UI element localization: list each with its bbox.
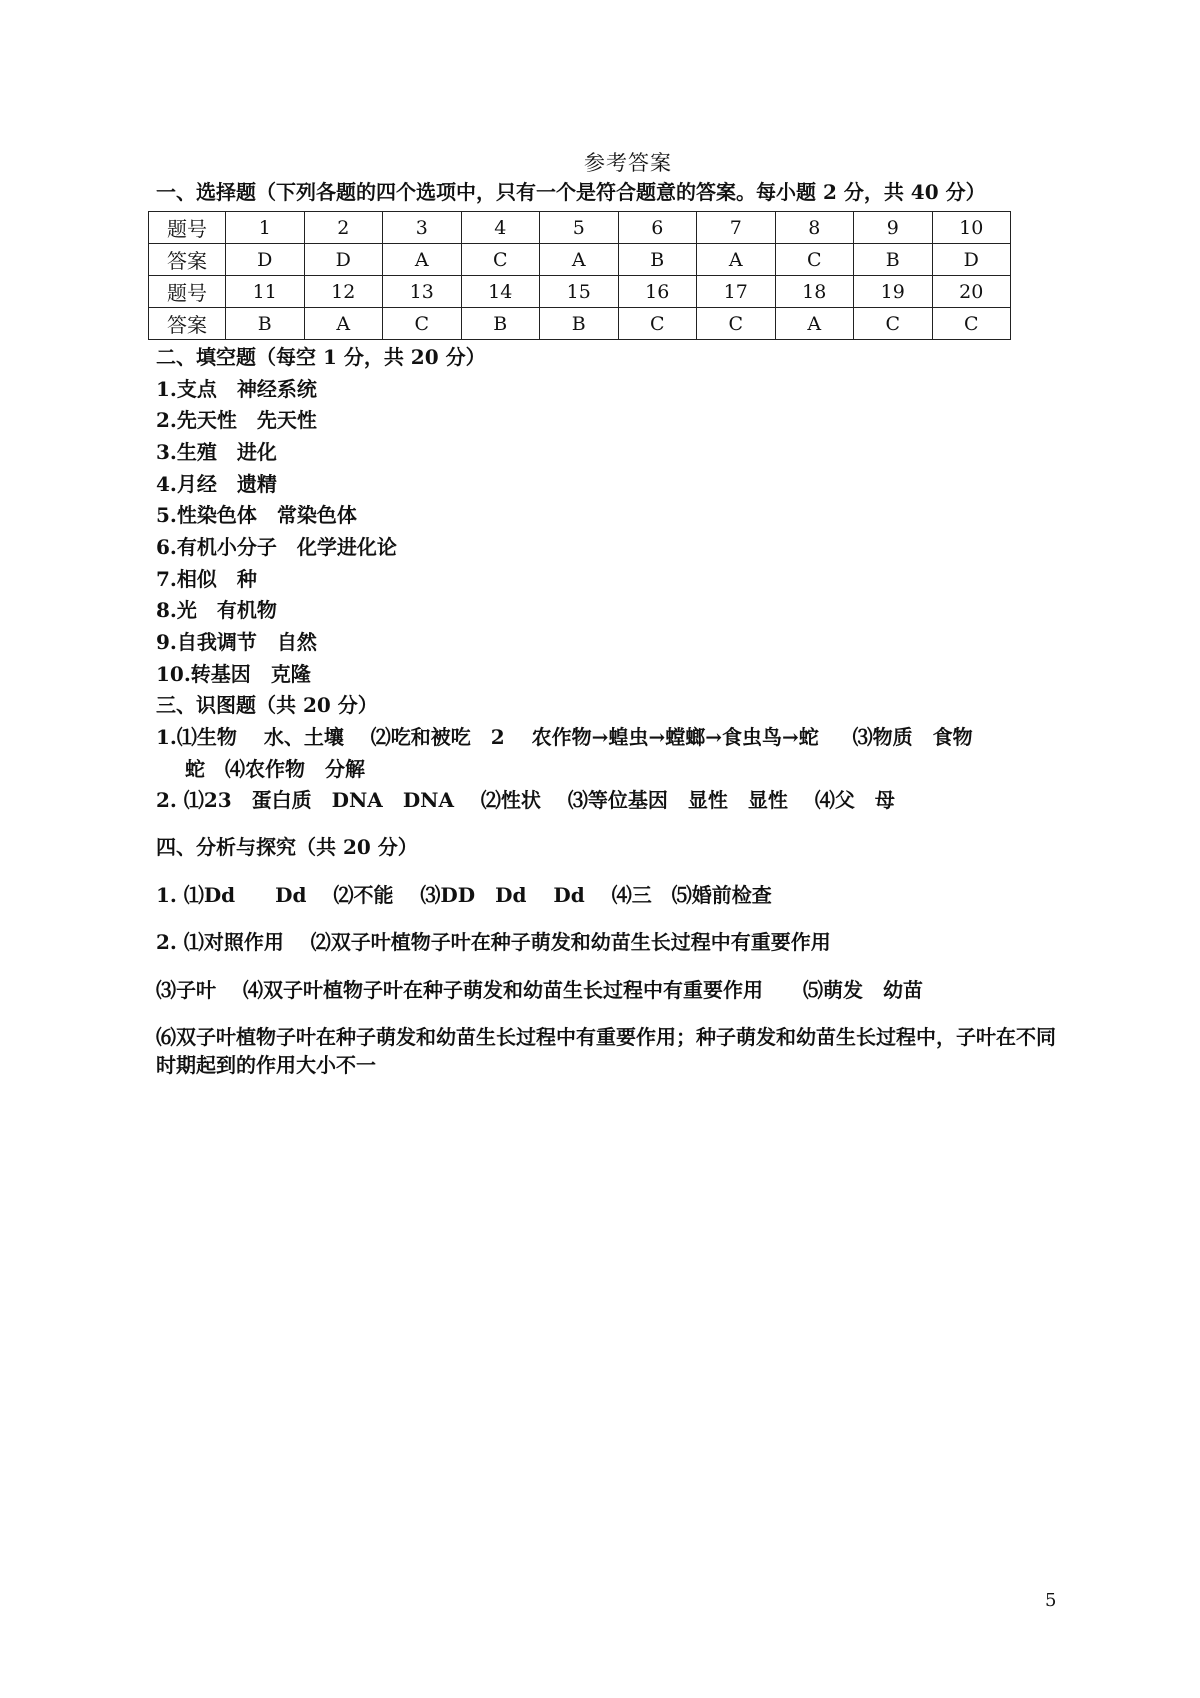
diagram-item-2: 2. ⑴23 蛋白质 DNA DNA ⑵性状 ⑶等位基因 显性 显性 ⑷父 母	[156, 788, 895, 812]
page-number: 5	[1045, 1590, 1057, 1611]
table-cell: 6	[618, 212, 697, 244]
row-label: 题号	[149, 276, 226, 308]
row-label: 答案	[149, 308, 226, 340]
table-cell: 12	[304, 276, 383, 308]
table-cell: C	[618, 308, 697, 340]
fill-item: 4.月经 遗精	[156, 472, 277, 496]
row-label: 答案	[149, 244, 226, 276]
section4-heading: 四、分析与探究（共 20 分）	[156, 835, 418, 859]
table-row	[149, 276, 1011, 308]
fill-item: 8.光 有机物	[156, 598, 277, 622]
table-cell: 20	[932, 276, 1011, 308]
fill-item: 2.先天性 先天性	[156, 408, 317, 432]
table-cell: C	[854, 308, 933, 340]
section1-heading: 一、选择题（下列各题的四个选项中，只有一个是符合题意的答案。每小题 2 分，共 40 分）	[156, 180, 986, 204]
table-cell: C	[461, 244, 540, 276]
table-cell: 4	[461, 212, 540, 244]
section2-heading: 二、填空题（每空 1 分，共 20 分）	[156, 345, 486, 369]
table-cell: A	[540, 244, 619, 276]
table-cell: B	[618, 244, 697, 276]
page-title: 参考答案	[584, 151, 672, 175]
analysis-item-3: ⑶子叶 ⑷双子叶植物子叶在种子萌发和幼苗生长过程中有重要作用 ⑸萌发 幼苗	[156, 978, 923, 1002]
table-cell: C	[932, 308, 1011, 340]
table-cell: 10	[932, 212, 1011, 244]
table-cell: C	[697, 308, 776, 340]
table-cell: 8	[775, 212, 854, 244]
analysis-item-2: 2. ⑴对照作用 ⑵双子叶植物子叶在种子萌发和幼苗生长过程中有重要作用	[156, 930, 831, 954]
table-row	[149, 212, 1011, 244]
diagram-item-1: 1.⑴生物 水、土壤 ⑵吃和被吃 2 农作物→蝗虫→螳螂→食虫鸟→蛇 ⑶物质 食物	[156, 725, 973, 749]
table-cell: A	[304, 308, 383, 340]
fill-item: 7.相似 种	[156, 567, 257, 591]
table-cell: B	[461, 308, 540, 340]
fill-item: 1.支点 神经系统	[156, 377, 317, 401]
row-label: 题号	[149, 212, 226, 244]
table-cell: 7	[697, 212, 776, 244]
table-cell: 17	[697, 276, 776, 308]
table-cell: 15	[540, 276, 619, 308]
answer-table	[148, 211, 1011, 340]
table-cell: 5	[540, 212, 619, 244]
analysis-item-1: 1. ⑴Dd Dd ⑵不能 ⑶DD Dd Dd ⑷三 ⑸婚前检查	[156, 883, 772, 907]
analysis-item-4: ⑹双子叶植物子叶在种子萌发和幼苗生长过程中有重要作用；种子萌发和幼苗生长过程中，子叶在不同时期起到的作用大小不一	[156, 1025, 1056, 1077]
fill-item: 5.性染色体 常染色体	[156, 503, 357, 527]
table-row	[149, 308, 1011, 340]
table-cell: 18	[775, 276, 854, 308]
table-cell: A	[383, 244, 462, 276]
table-row	[149, 244, 1011, 276]
table-cell: 13	[383, 276, 462, 308]
table-cell: 1	[226, 212, 305, 244]
table-cell: 14	[461, 276, 540, 308]
table-cell: 3	[383, 212, 462, 244]
table-cell: 2	[304, 212, 383, 244]
section3-heading: 三、识图题（共 20 分）	[156, 693, 378, 717]
fill-item: 6.有机小分子 化学进化论	[156, 535, 397, 559]
table-cell: B	[854, 244, 933, 276]
table-cell: B	[226, 308, 305, 340]
table-cell: D	[226, 244, 305, 276]
table-cell: C	[775, 244, 854, 276]
table-cell: C	[383, 308, 462, 340]
table-cell: A	[775, 308, 854, 340]
table-cell: 11	[226, 276, 305, 308]
fill-item: 9.自我调节 自然	[156, 630, 317, 654]
diagram-item-1-continued: 蛇 ⑷农作物 分解	[185, 757, 365, 781]
table-cell: 9	[854, 212, 933, 244]
table-cell: B	[540, 308, 619, 340]
table-cell: 19	[854, 276, 933, 308]
table-cell: D	[304, 244, 383, 276]
fill-item: 3.生殖 进化	[156, 440, 277, 464]
table-cell: D	[932, 244, 1011, 276]
table-cell: 16	[618, 276, 697, 308]
table-cell: A	[697, 244, 776, 276]
fill-item: 10.转基因 克隆	[156, 662, 311, 686]
